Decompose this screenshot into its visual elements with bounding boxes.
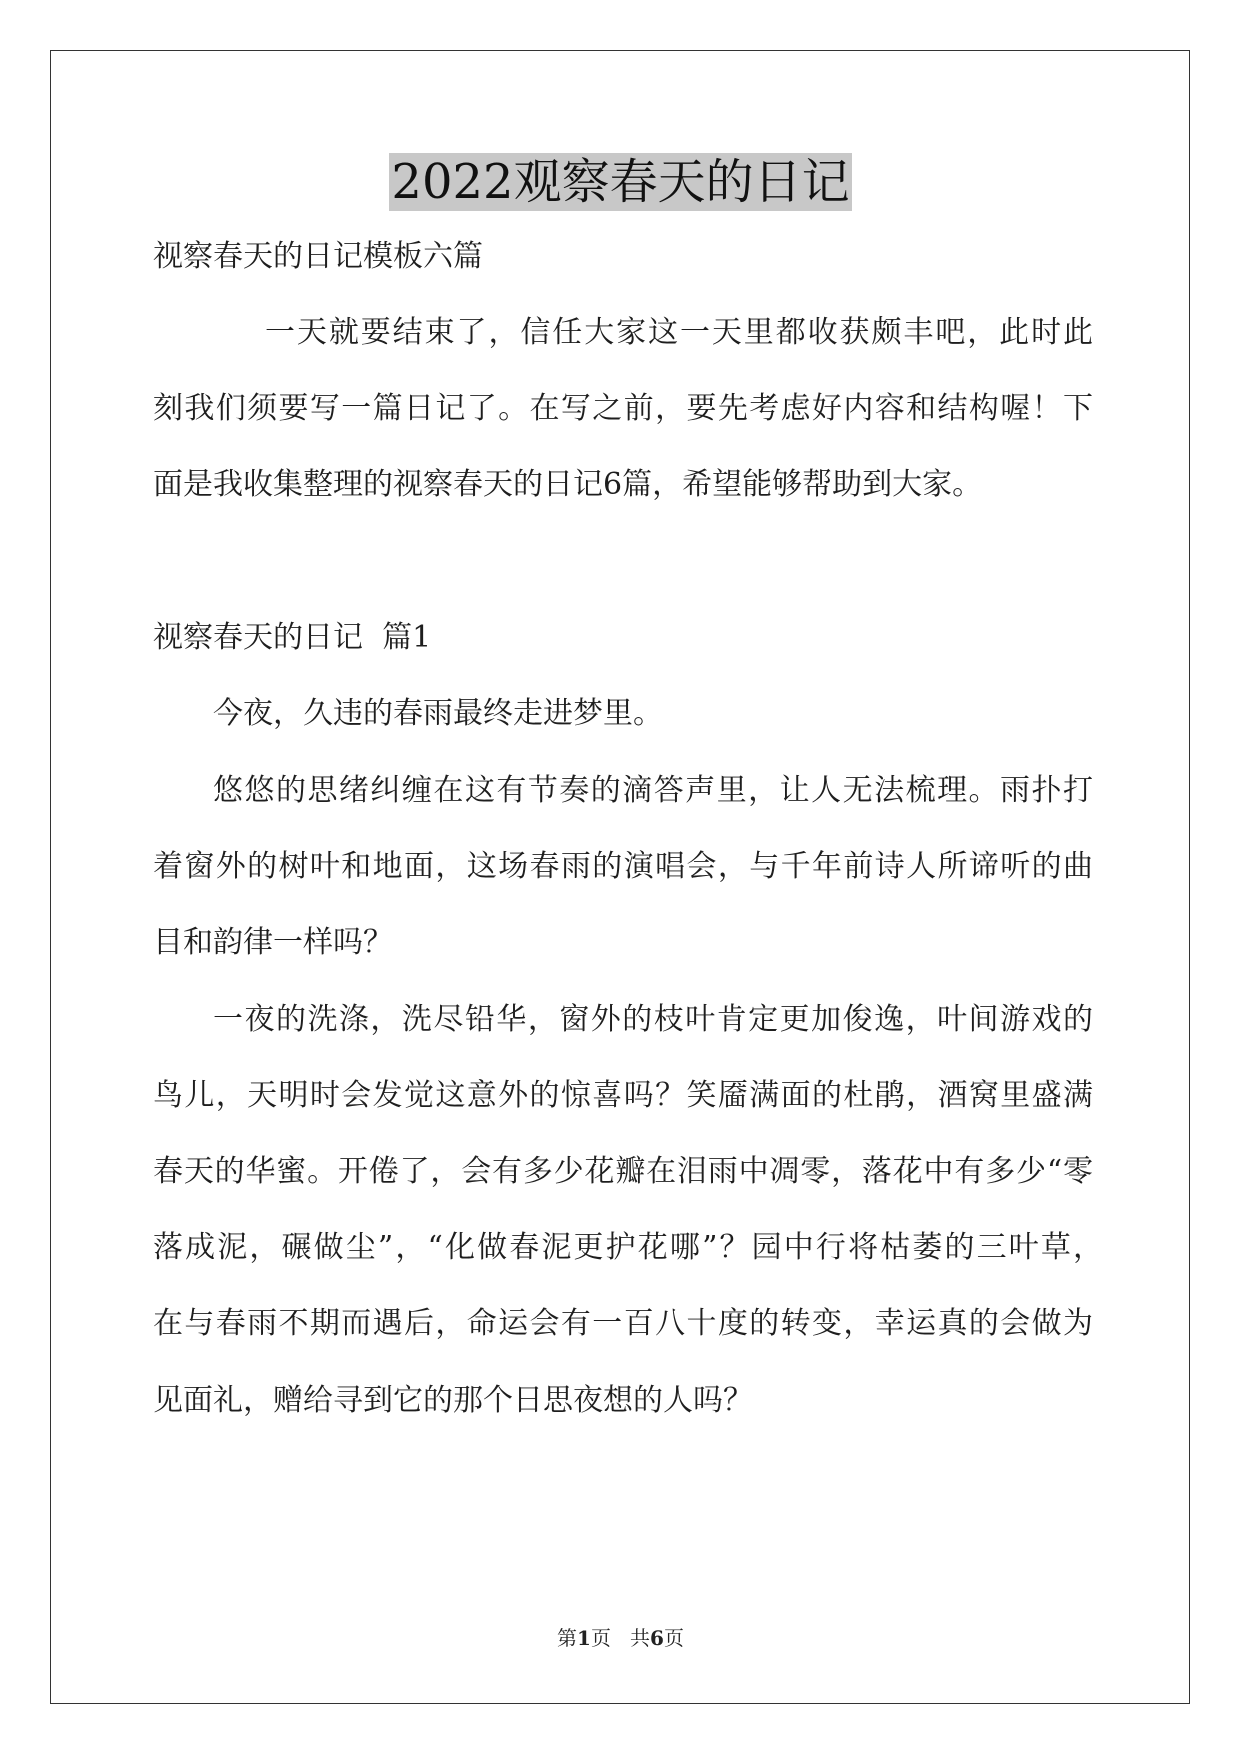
paragraph-3-line-6: 见面礼，赠给寻到它的那个日思夜想的人吗？: [153, 1383, 753, 1418]
paragraph-3-line-3: 春天的华蜜。开倦了，会有多少花瓣在泪雨中凋零，落花中有多少“零: [153, 1154, 1093, 1189]
intro-line-3: 面是我收集整理的视察春天的日记6篇，希望能够帮助到大家。: [153, 467, 983, 502]
subtitle: 视察春天的日记模板六篇: [153, 239, 483, 274]
paragraph-3-line-5: 在与春雨不期而遇后，命运会有一百八十度的转变，幸运真的会做为: [153, 1306, 1093, 1341]
page-title: 2022观察春天的日记: [391, 154, 850, 210]
paragraph-2-line-2: 着窗外的树叶和地面，这场春雨的演唱会，与千年前诗人所谛听的曲: [153, 849, 1093, 884]
page-footer: [0, 1622, 1241, 1651]
section-heading: 视察春天的日记 篇1: [153, 620, 432, 655]
intro-line-1: 一天就要结束了，信任大家这一天里都收获颇丰吧，此时此: [265, 315, 1093, 350]
footer-page-number: 1: [577, 1626, 591, 1650]
paragraph-3-line-1: 一夜的洗涤，洗尽铅华，窗外的枝叶肯定更加俊逸，叶间游戏的: [213, 1002, 1093, 1037]
footer-total-pages: 6: [650, 1626, 664, 1650]
footer-middle: 页 共: [590, 1626, 651, 1650]
intro-line-2: 刻我们须要写一篇日记了。在写之前，要先考虑好内容和结构喔！下: [153, 391, 1093, 426]
paragraph-3-line-4: 落成泥，碾做尘”，“化做春泥更护花哪”？园中行将枯萎的三叶草，: [153, 1230, 1103, 1265]
footer-prefix: 第: [557, 1626, 578, 1650]
paragraph-2-line-1: 悠悠的思绪纠缠在这有节奏的滴答声里，让人无法梳理。雨扑打: [213, 773, 1093, 808]
title-container: [0, 153, 1241, 211]
paragraph-1: 今夜，久违的春雨最终走进梦里。: [213, 696, 663, 731]
paragraph-3-line-2: 鸟儿，天明时会发觉这意外的惊喜吗？笑靥满面的杜鹃，酒窝里盛满: [153, 1078, 1093, 1113]
paragraph-2-line-3: 目和韵律一样吗？: [153, 925, 393, 960]
footer-suffix: 页: [663, 1626, 684, 1650]
